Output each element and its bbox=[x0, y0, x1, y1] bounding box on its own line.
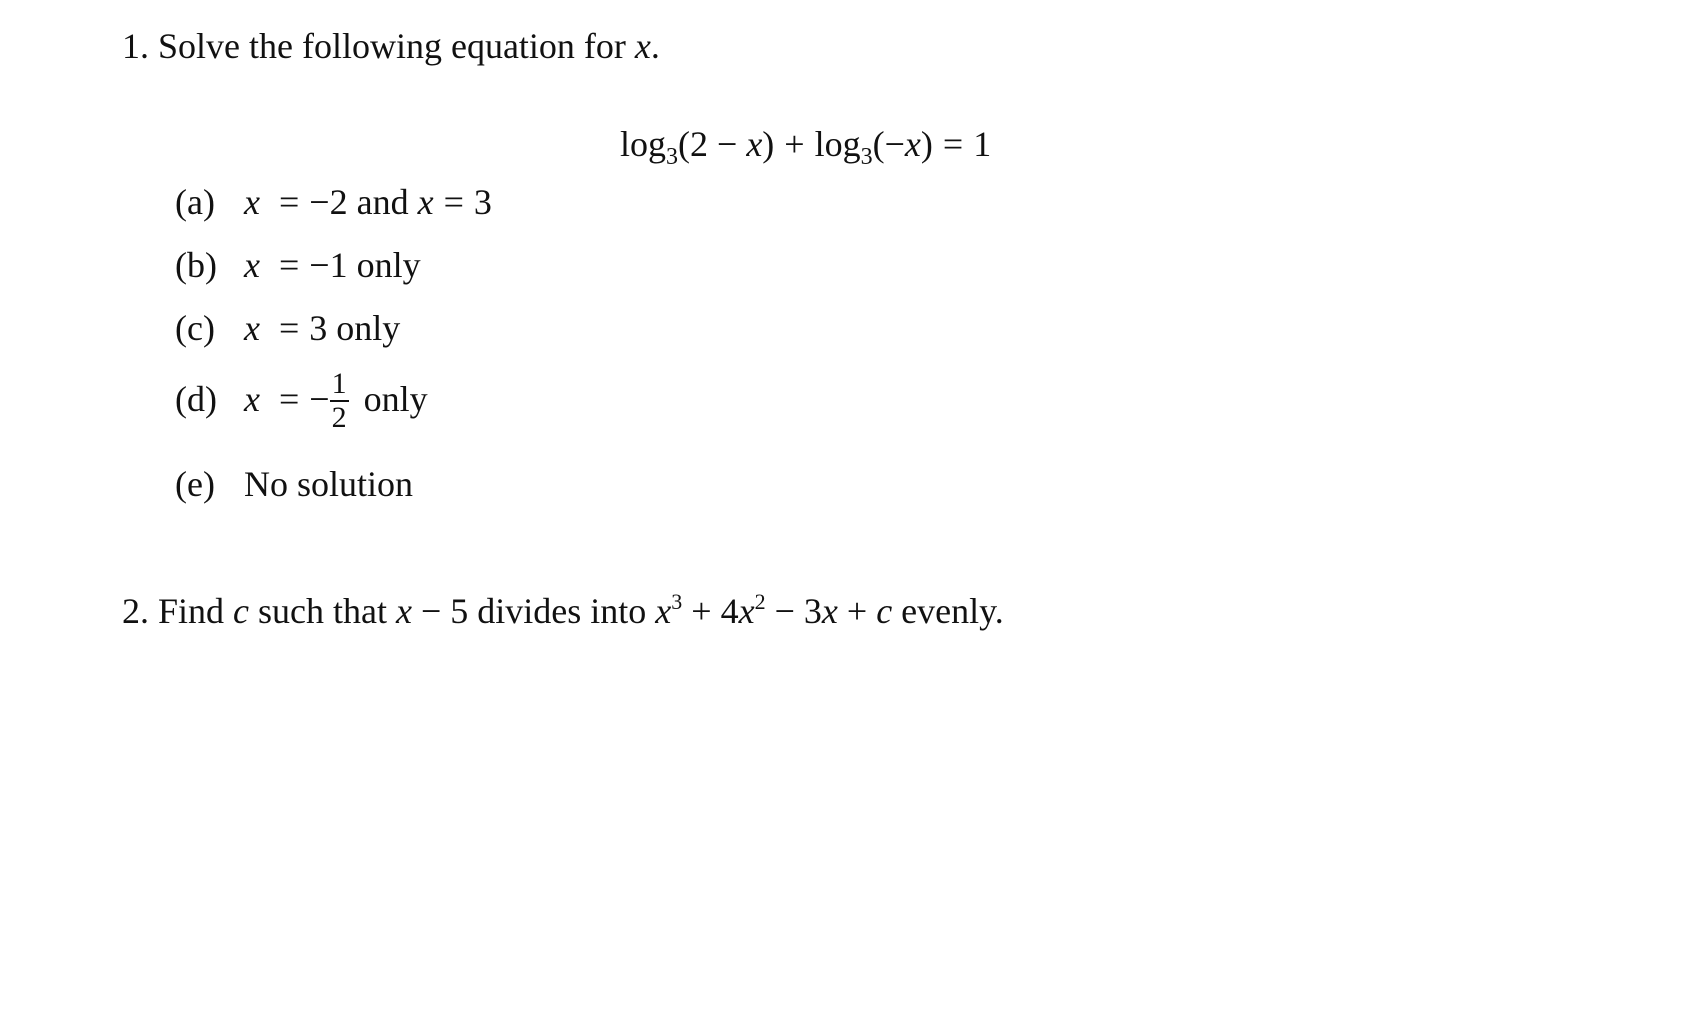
choice-value: −1 only bbox=[309, 245, 421, 285]
prompt-period: . bbox=[650, 26, 660, 66]
question-1-prompt bbox=[122, 28, 660, 64]
choice-equals: = bbox=[278, 182, 300, 222]
choice-variable-2: x bbox=[417, 182, 434, 222]
poly-minus-3: − 3 bbox=[774, 591, 822, 631]
question-text-3: − 5 divides into bbox=[420, 591, 647, 631]
log-arg1-close: ) bbox=[762, 124, 775, 164]
choice-value: −2 and bbox=[309, 182, 418, 222]
poly-x-linear: x bbox=[821, 591, 838, 631]
poly-x-cubed: x bbox=[655, 591, 672, 631]
choice-value: 3 only bbox=[309, 308, 401, 348]
choice-equals: = bbox=[278, 245, 300, 285]
variable-c: c bbox=[233, 591, 250, 631]
log-function: log bbox=[620, 124, 667, 164]
exponent-2: 2 bbox=[754, 589, 766, 614]
log-arg2-open: (− bbox=[872, 124, 905, 164]
choice-variable: x bbox=[244, 308, 260, 348]
question-2-prompt bbox=[122, 589, 1004, 631]
variable-x: x bbox=[634, 26, 651, 66]
choice-b bbox=[175, 247, 421, 283]
choice-value: No solution bbox=[244, 464, 414, 504]
choice-variable: x bbox=[244, 182, 260, 222]
poly-x-squared: x bbox=[738, 591, 755, 631]
choice-value-2: 3 bbox=[473, 182, 492, 222]
log-arg2-variable: x bbox=[904, 124, 921, 164]
fraction-denominator: 2 bbox=[331, 400, 347, 434]
question-number: 2. bbox=[122, 591, 149, 631]
variable-x: x bbox=[396, 591, 412, 631]
choice-equals: = bbox=[278, 378, 300, 419]
fraction-numerator: 1 bbox=[331, 367, 347, 400]
choice-label: (d) bbox=[175, 378, 217, 419]
question-text: Solve the following equation for bbox=[158, 26, 626, 66]
negative-sign: − bbox=[309, 378, 330, 419]
question-text-2: such that bbox=[258, 591, 387, 631]
choice-label: (a) bbox=[175, 182, 215, 222]
question-number: 1. bbox=[122, 26, 149, 66]
choice-equals: = bbox=[278, 308, 300, 348]
question-text: Find bbox=[158, 591, 225, 631]
equation-rhs: 1 bbox=[973, 124, 992, 164]
choice-c bbox=[175, 310, 400, 346]
plus-sign: + bbox=[784, 124, 805, 164]
choice-equals-2: = bbox=[443, 182, 464, 222]
choice-e bbox=[175, 466, 413, 502]
choice-variable: x bbox=[244, 378, 260, 419]
fraction bbox=[330, 368, 349, 433]
choice-label: (c) bbox=[175, 308, 215, 348]
poly-plus-4: + 4 bbox=[691, 591, 739, 631]
log-arg2-close: ) bbox=[920, 124, 933, 164]
choice-value: only bbox=[363, 378, 428, 419]
poly-plus: + bbox=[846, 591, 868, 631]
choice-label: (b) bbox=[175, 245, 217, 285]
poly-constant-c: c bbox=[876, 591, 893, 631]
log-base-2: 3 bbox=[860, 144, 873, 170]
question-text-4: evenly. bbox=[901, 591, 1004, 631]
exponent-3: 3 bbox=[671, 589, 683, 614]
log-function-2: log bbox=[814, 124, 861, 164]
log-equation bbox=[620, 124, 992, 170]
choice-variable: x bbox=[244, 245, 260, 285]
log-base: 3 bbox=[666, 144, 679, 170]
log-arg1-variable: x bbox=[746, 124, 763, 164]
choice-d bbox=[175, 367, 428, 435]
choice-label: (e) bbox=[175, 464, 215, 504]
choice-a bbox=[175, 184, 492, 220]
equals-sign: = bbox=[942, 124, 964, 164]
log-arg1-open: (2 − bbox=[678, 124, 747, 164]
